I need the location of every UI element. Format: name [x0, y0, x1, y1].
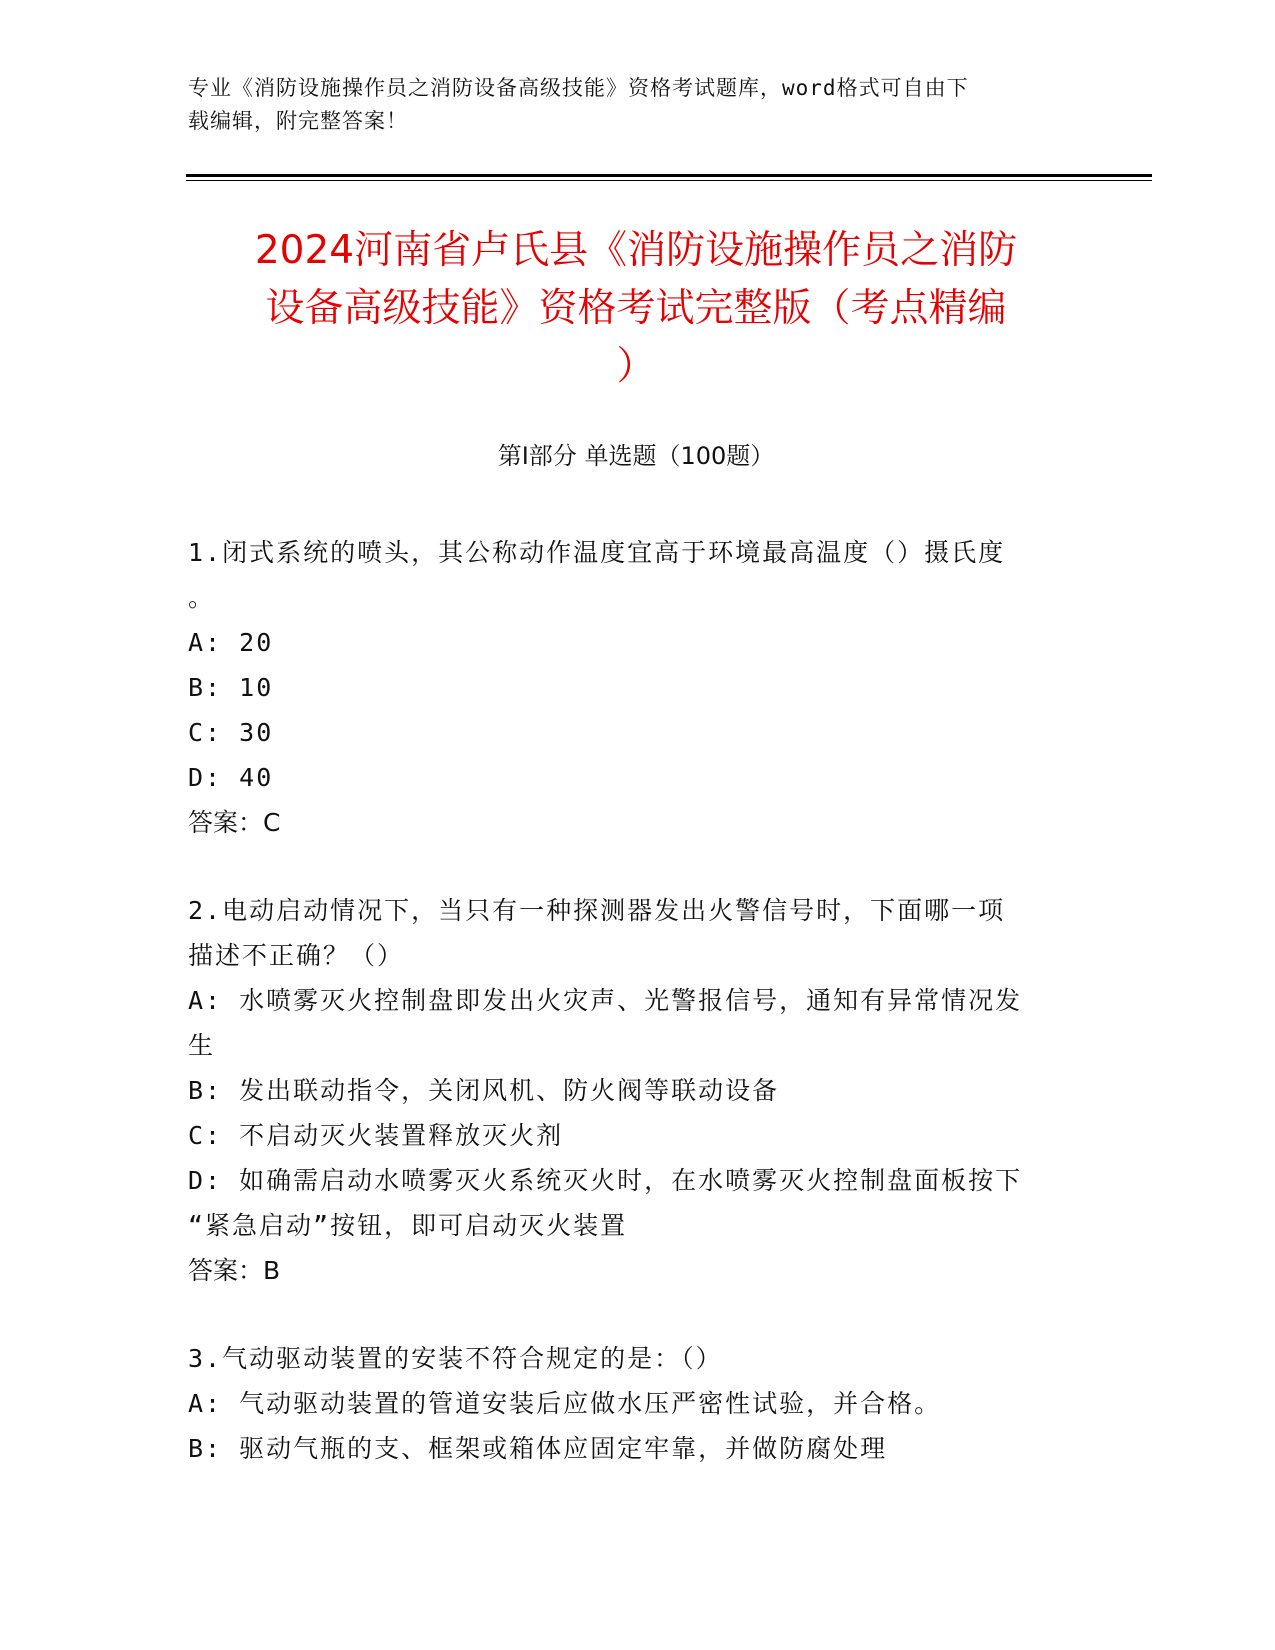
intro-text — [188, 72, 1078, 138]
option-d: “紧急启动”按钮，即可启动灭火装置 — [188, 1211, 628, 1240]
question-stem: 1.闭式系统的喷头，其公称动作温度宜高于环境最高温度（）摄氏度 — [188, 538, 1006, 567]
answer-text: 答案：C — [188, 808, 281, 837]
option-c: C: 不启动灭火装置释放灭火剂 — [188, 1121, 564, 1150]
document-title — [186, 222, 1086, 396]
option-b: B: 发出联动指令，关闭风机、防火阀等联动设备 — [188, 1076, 780, 1105]
intro-line: 载编辑，附完整答案！ — [188, 109, 408, 133]
question-3 — [188, 1336, 1068, 1471]
header-divider-thin — [186, 180, 1152, 181]
option-a: A: 气动驱动装置的管道安装后应做水压严密性试验，并合格。 — [188, 1389, 942, 1418]
question-stem: 描述不正确？（） — [188, 941, 405, 970]
option-b: B: 10 — [188, 673, 274, 702]
option-b: B: 驱动气瓶的支、框架或箱体应固定牢靠，并做防腐处理 — [188, 1434, 888, 1463]
option-a: A: 20 — [188, 628, 274, 657]
option-c: C: 30 — [188, 718, 274, 747]
title-line: 设备高级技能》资格考试完整版（考点精编 — [265, 286, 1007, 331]
intro-line: 专业《消防设施操作员之消防设备高级技能》资格考试题库，word格式可自由下 — [188, 76, 969, 100]
option-a: 生 — [188, 1031, 216, 1060]
title-line: ） — [616, 344, 656, 389]
title-line: 2024河南省卢氏县《消防设施操作员之消防 — [254, 228, 1018, 273]
question-stem: 2.电动启动情况下，当只有一种探测器发出火警信号时，下面哪一项 — [188, 896, 1006, 925]
option-d: D: 40 — [188, 763, 274, 792]
question-stem: 。 — [188, 583, 216, 612]
question-2 — [188, 888, 1068, 1293]
section-title: 第Ⅰ部分 单选题（100题） — [497, 442, 775, 470]
question-stem: 3.气动驱动装置的安装不符合规定的是：（） — [188, 1344, 723, 1373]
question-1 — [188, 530, 1068, 845]
question-list — [188, 530, 1068, 1514]
option-a: A: 水喷雾灭火控制盘即发出火灾声、光警报信号，通知有异常情况发 — [188, 986, 1023, 1015]
answer-text: 答案：B — [188, 1256, 281, 1285]
option-d: D: 如确需启动水喷雾灭火系统灭火时，在水喷雾灭火控制盘面板按下 — [188, 1166, 1023, 1195]
header-divider-thick — [186, 174, 1152, 177]
